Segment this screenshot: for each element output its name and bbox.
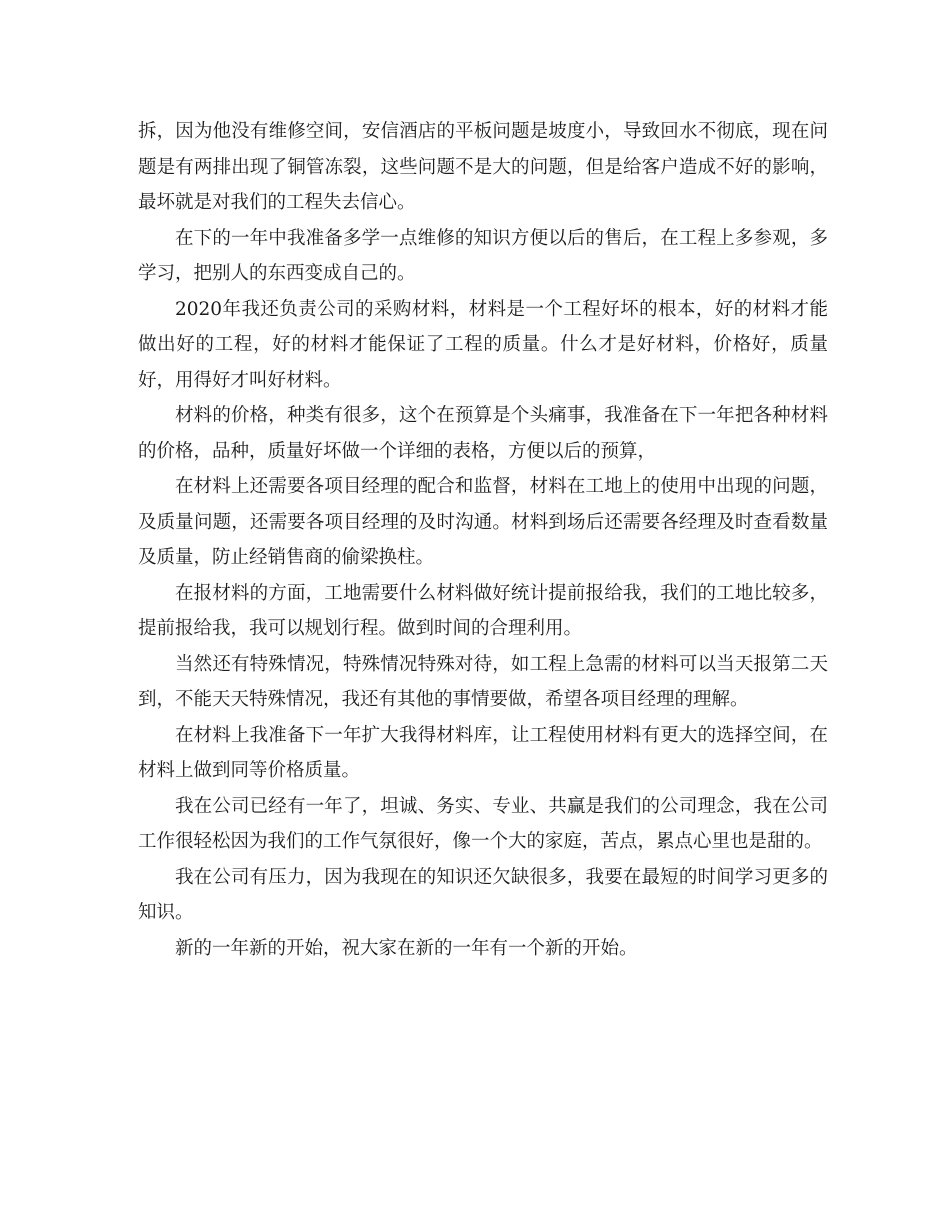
- paragraph-continued: 拆，因为他没有维修空间，安信酒店的平板问题是坡度小，导致回水不彻底，现在问题是有两排出现了铜管冻裂，这些问题不是大的问题，但是给客户造成不好的影响，最坏就是对我们的工程失去信心。: [138, 121, 828, 213]
- document-body: [138, 114, 828, 966]
- paragraph: 当然还有特殊情况，特殊情况特殊对待，如工程上急需的材料可以当天报第二天到，不能天天特殊情况，我还有其他的事情要做，希望各项目经理的理解。: [138, 653, 828, 710]
- paragraph: 新的一年新的开始，祝大家在新的一年有一个新的开始。: [175, 937, 638, 959]
- paragraph: 在下的一年中我准备多学一点维修的知识方便以后的售后，在工程上多参观，多学习，把别人的东西变成自己的。: [138, 227, 828, 284]
- paragraph: 在材料上我准备下一年扩大我得材料库，让工程使用材料有更大的选择空间，在材料上做到同等价格质量。: [138, 724, 828, 781]
- paragraph: 在材料上还需要各项目经理的配合和监督，材料在工地上的使用中出现的问题，及质量问题，还需要各项目经理的及时沟通。材料到场后还需要各经理及时查看数量及质量，防止经销售商的偷梁换柱。: [138, 476, 828, 568]
- paragraph: 在报材料的方面，工地需要什么材料做好统计提前报给我，我们的工地比较多，提前报给我，我可以规划行程。做到时间的合理利用。: [138, 582, 828, 639]
- paragraph: 2020年我还负责公司的采购材料，材料是一个工程好坏的根本，好的材料才能做出好的工程，好的材料才能保证了工程的质量。什么才是好材料，价格好，质量好，用得好才叫好材料。: [138, 298, 828, 391]
- paragraph: 我在公司有压力，因为我现在的知识还欠缺很多，我要在最短的时间学习更多的知识。: [138, 866, 828, 923]
- paragraph: 我在公司已经有一年了，坦诚、务实、专业、共赢是我们的公司理念，我在公司工作很轻松因为我们的工作气氛很好，像一个大的家庭，苦点，累点心里也是甜的。: [138, 795, 828, 852]
- paragraph: 材料的价格，种类有很多，这个在预算是个头痛事，我准备在下一年把各种材料的价格，品种，质量好坏做一个详细的表格，方便以后的预算，: [138, 405, 828, 462]
